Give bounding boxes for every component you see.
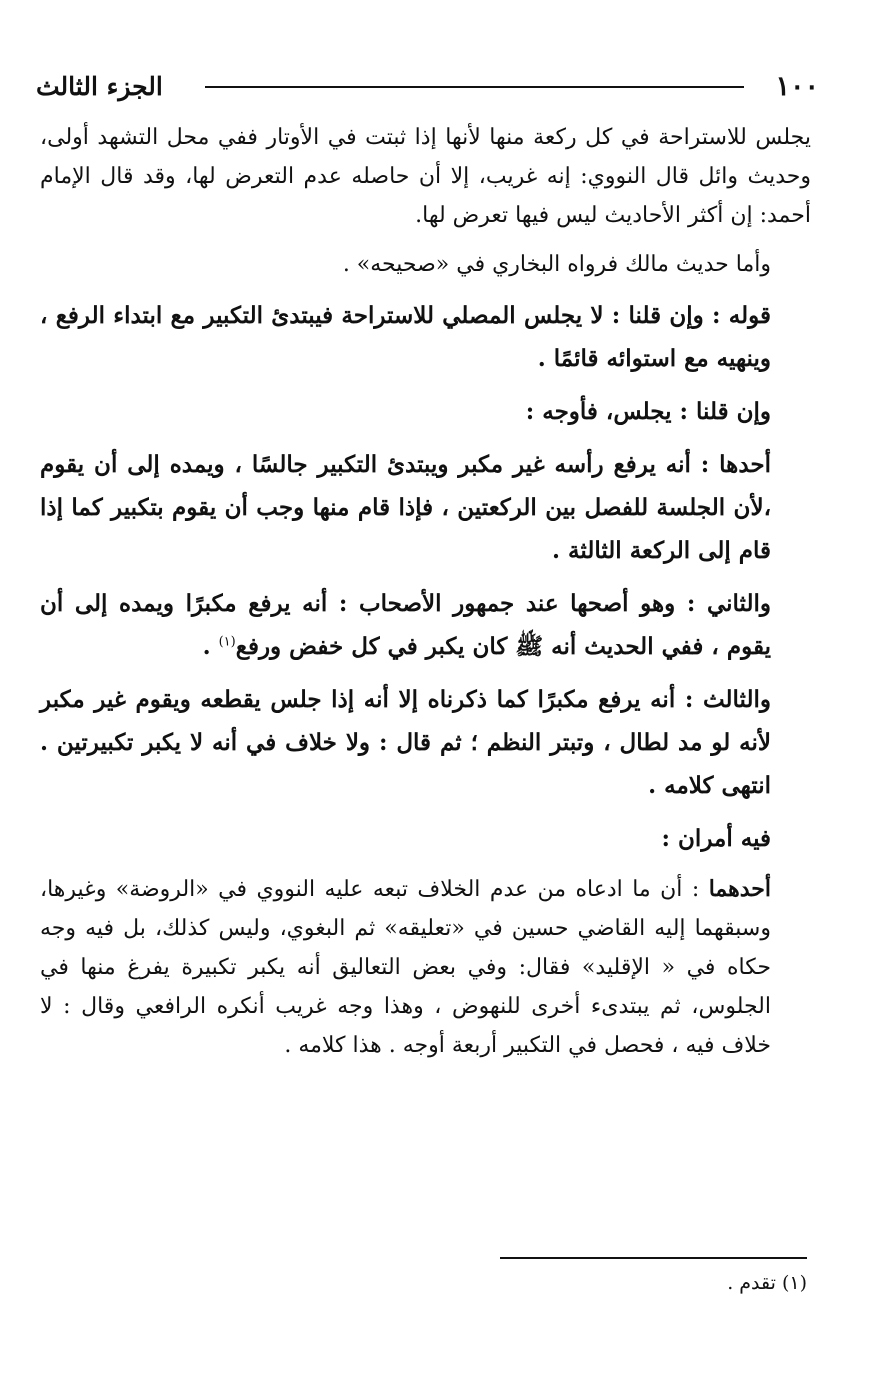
- page-number: ١٠٠: [775, 70, 819, 102]
- paragraph-1: يجلس للاستراحة في كل ركعة منها لأنها إذا ثبتت في الأوتار ففي محل التشهد أولى، وحديث وائل قال النووي: إنه غريب، إلا أن حاصله عدم التعرض لها، وقد قال الإمام أحمد: إن أكثر الأحاديث ليس فيها تعرض لها.: [40, 125, 811, 228]
- paragraph-9-text: : أن ما ادعاه من عدم الخلاف تبعه عليه النووي في «الروضة» وغيرها، وسبقهما إليه القاضي حسين في «تعليقه» ثم البغوي، وليس كذلك، بل فيه وجه حكاه في « الإقليد» فقال: وفي بعض التعاليق أنه يكبر تكبيرة يفرغ منها في الجلوس، ثم يبتدىء أخرى للنهوض ، وهذا وجه غريب أنكره الرافعي وقال : لا خلاف فيه ، فحصل في التكبير أربعة أوجه . هذا كلامه .: [40, 877, 771, 1058]
- paragraph-2: وأما حديث مالك فرواه البخاري في «صحيحه» .: [342, 252, 771, 277]
- paragraph-6: [40, 582, 811, 668]
- footnote-ref[interactable]: (١): [218, 634, 236, 650]
- header-rule: [205, 86, 744, 88]
- paragraph-9: [40, 870, 811, 1065]
- paragraph-9-lead: أحدهما: [708, 876, 771, 902]
- volume-title: الجزء الثالث: [36, 71, 163, 101]
- paragraph-8: فيه أمران :: [661, 825, 771, 852]
- paragraph-7: والثالث : أنه يرفع مكبرًا كما ذكرناه إلا أنه إذا جلس يقطعه ويقوم غير مكبر لأنه لو مد لطال ، وتبتر النظم ؛ ثم قال : ولا خلاف في أنه لا يكبر تكبيرتين . انتهى كلامه .: [40, 686, 771, 799]
- paragraph-6-end: .: [202, 633, 219, 660]
- paragraph-5: أحدها : أنه يرفع رأسه غير مكبر ويبتدئ التكبير جالسًا ، ويمده إلى أن يقوم ،لأن الجلسة للفصل بين الركعتين ، فإذا قام منها وجب أن يقوم بتكبير كما إذا قام إلى الركعة الثالثة .: [40, 451, 771, 564]
- paragraph-6-text: والثاني : وهو أصحها عند جمهور الأصحاب : أنه يرفع مكبرًا ويمده إلى أن يقوم ، ففي الحديث أنه ﷺ كان يكبر في كل خفض ورفع: [40, 590, 771, 660]
- paragraph-3: قوله : وإن قلنا : لا يجلس المصلي للاستراحة فيبتدئ التكبير مع ابتداء الرفع ، وينهيه مع استوائه قائمًا .: [40, 302, 771, 372]
- paragraph-4: وإن قلنا : يجلس، فأوجه :: [525, 398, 771, 425]
- footnote: (١) تقدم .: [727, 1272, 807, 1294]
- footnote-rule: [500, 1257, 807, 1259]
- body-text: [40, 118, 811, 1075]
